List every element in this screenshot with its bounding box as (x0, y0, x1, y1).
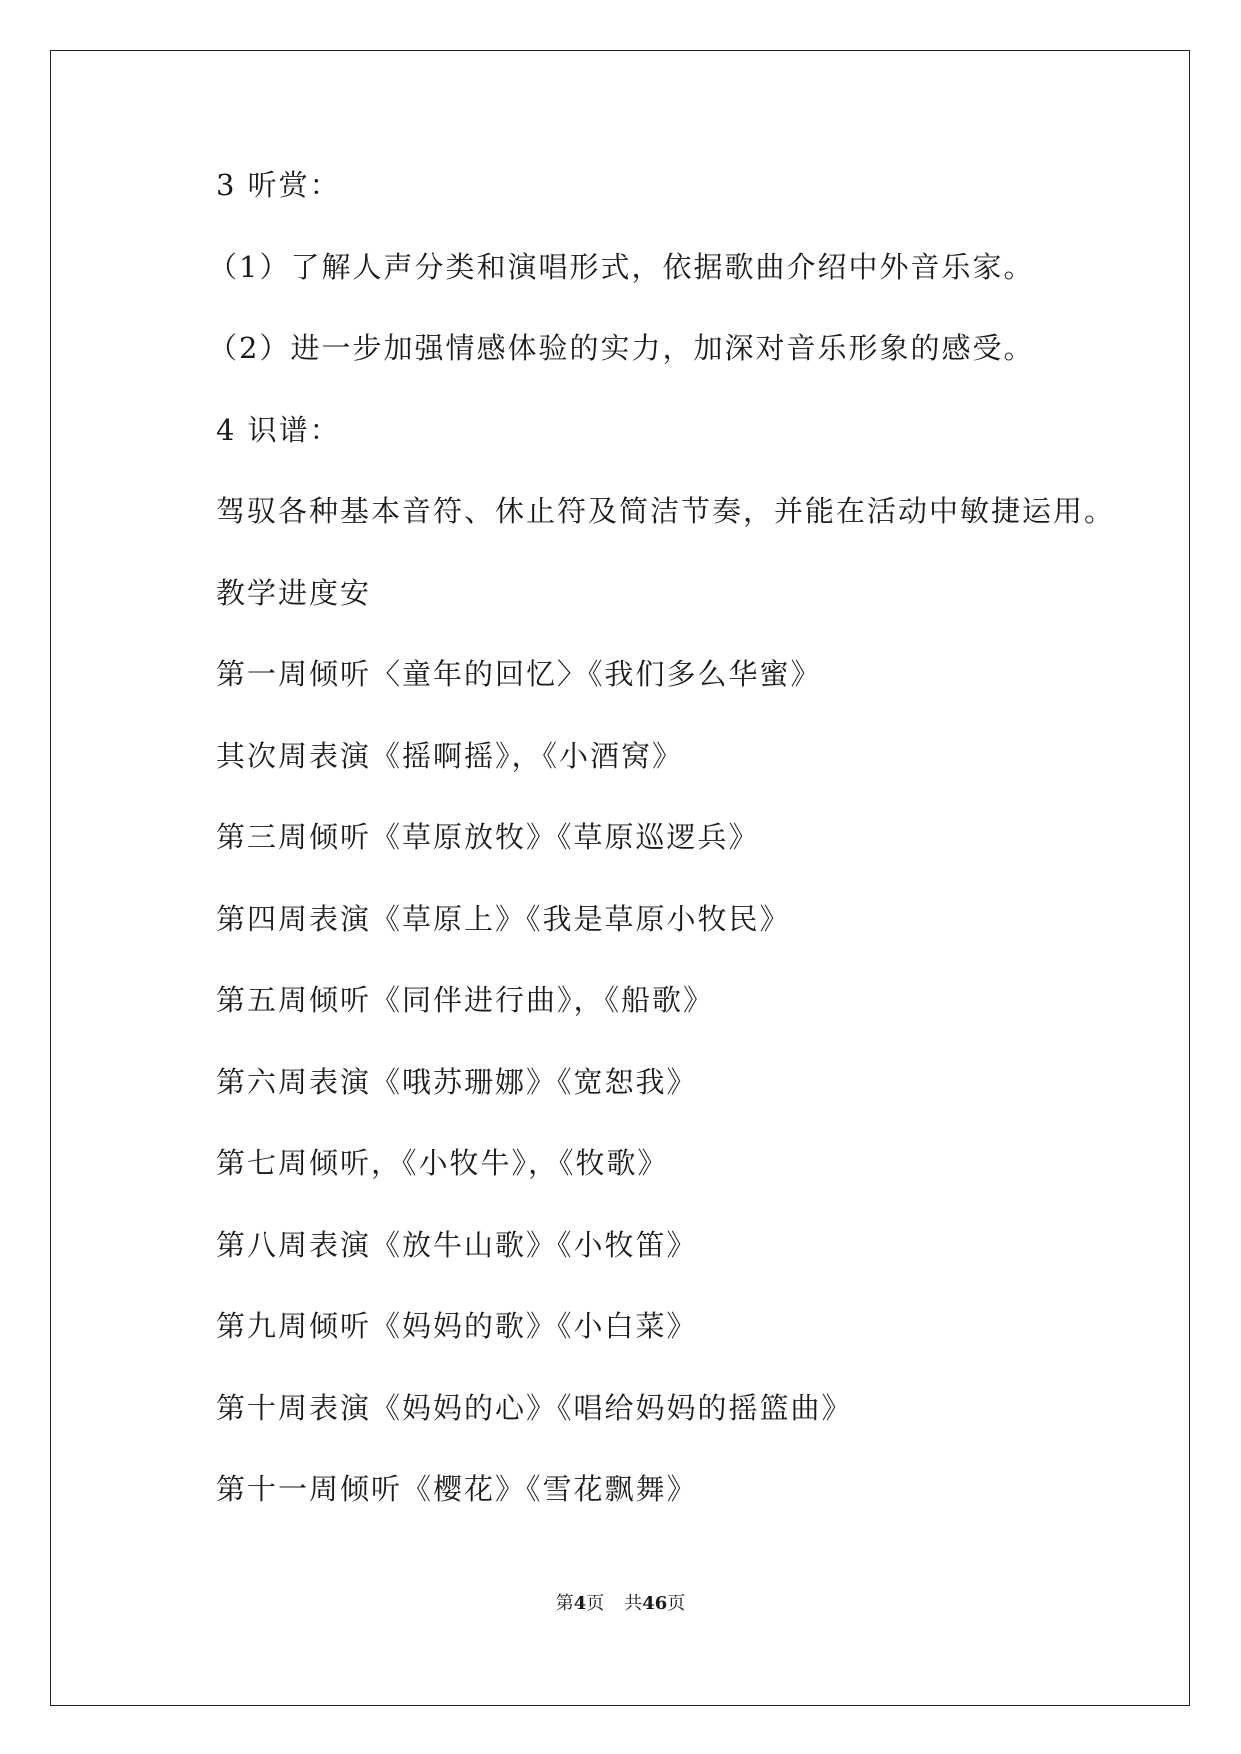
page-footer (0, 1592, 1241, 1616)
total-prefix: 共 (624, 1593, 643, 1614)
page-suffix: 页 (586, 1593, 605, 1614)
page-current: 4 (573, 1593, 587, 1614)
schedule-week-2: 其次周表演《摇啊摇》，《小酒窝》 (216, 738, 684, 773)
schedule-week-8: 第八周表演《放牛山歌》《小牧笛》 (216, 1227, 698, 1262)
schedule-week-3: 第三周倾听《草原放牧》《草原巡逻兵》 (216, 820, 760, 854)
schedule-week-11: 第十一周倾听《樱花》《雪花飘舞》 (216, 1472, 698, 1506)
schedule-week-6: 第六周表演《哦苏珊娜》《宽恕我》 (216, 1064, 698, 1099)
schedule-week-10: 第十周表演《妈妈的心》《唱给妈妈的摇篮曲》 (216, 1390, 853, 1425)
schedule-week-4: 第四周表演《草原上》《我是草原小牧民》 (216, 901, 791, 936)
section-heading-notation: 4 识谱： (216, 412, 341, 447)
list-item: （2）进一步加强情感体验的实力，加深对音乐形象的感受。 (208, 331, 1035, 365)
schedule-week-1: 第一周倾听〈童年的回忆〉《我们多么华蜜》 (216, 657, 822, 691)
document-body (208, 168, 1116, 1554)
schedule-week-5: 第五周倾听《同伴进行曲》，《船歌》 (216, 983, 715, 1017)
schedule-week-9: 第九周倾听《妈妈的歌》《小白菜》 (216, 1309, 698, 1343)
total-suffix: 页 (667, 1593, 686, 1614)
page-prefix: 第 (555, 1593, 574, 1614)
list-item: （1）了解人声分类和演唱形式，依据歌曲介绍中外音乐家。 (208, 249, 1035, 284)
schedule-week-7: 第七周倾听，《小牧牛》，《牧歌》 (216, 1146, 669, 1180)
paragraph: 驾驭各种基本音符、休止符及简洁节奏，并能在活动中敏捷运用。 (216, 494, 1116, 528)
section-heading-listening: 3 听赏： (216, 168, 341, 202)
section-heading-schedule: 教学进度安 (216, 575, 372, 610)
page-total: 46 (642, 1593, 668, 1614)
